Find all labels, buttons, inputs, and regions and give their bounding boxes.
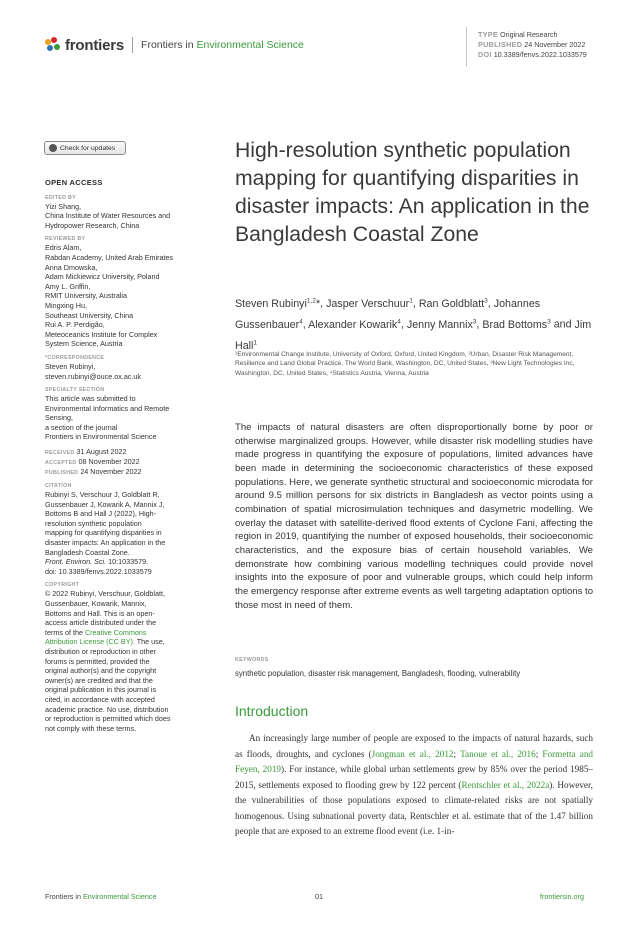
meta-divider — [466, 27, 467, 67]
section-heading-introduction: Introduction — [235, 703, 309, 719]
correspondence-label: *CORRESPONDENCE — [45, 354, 105, 361]
copyright: © 2022 Rubinyi, Verschuur, Goldblatt, Gussenbauer, Kowarik, Mannix, Bottoms and Hall. This is an open- access article distributed under the terms of the Creative Commons Attribution License (CC BY). The use, distribution or reproduction in other forums is permitted, provided the original author(s) and the copyright owner(s) are credited and that the original publication in this journal is cited, in accordance with accepted academic practice. No use, distribution or reproduction is permitted which does not comply with these terms. — [45, 589, 171, 733]
citation-doi[interactable]: doi: 10.3389/fenvs.2022.1033579 — [45, 566, 152, 576]
meta-doi: DOI 10.3389/fenvs.2022.1033579 — [478, 50, 587, 59]
journal-name[interactable]: Frontiers in Environmental Science — [141, 39, 304, 51]
cc-license-link-2[interactable]: Attribution License (CC BY). — [45, 637, 135, 647]
article-title: High-resolution synthetic population mapping for quantifying disparities in disaster impacts: An application in the Bangladesh Coastal Zone — [235, 139, 590, 246]
refresh-icon — [49, 144, 57, 152]
footer-site-link[interactable]: frontiersin.org — [540, 892, 584, 901]
frontiers-logo-icon — [45, 37, 61, 53]
footer-journal[interactable]: Frontiers in Environmental Science — [45, 892, 157, 901]
author[interactable]: Ran Goldblatt$^3$ — [418, 297, 488, 310]
correspondence-email[interactable]: steven.rubinyi@ouce.ox.ac.uk — [45, 371, 141, 381]
specialty-label: SPECIALTY SECTION — [45, 387, 105, 394]
author[interactable]: Steven Rubinyi$^{1,2}$* — [235, 297, 321, 310]
article-meta — [478, 30, 587, 60]
author-list: Steven Rubinyi$^{1,2}$*, Jasper Verschuur$^1$, Ran Goldblatt$^3$, Johannes Gussenbauer$^4$, Alexander Kowarik$^4$, Jenny Mannix$^3$, Brad Bottoms$^3$ and Jim Hall$^1$ — [235, 297, 592, 352]
article-dates: RECEIVED 31 August 2022 ACCEPTED 08 November 2022 PUBLISHED 24 November 2022 — [45, 447, 142, 477]
edited-by: Yizi Shang, China Institute of Water Resources and Hydropower Research, China — [45, 201, 171, 230]
copyright-label: COPYRIGHT — [45, 582, 80, 589]
affiliations: ¹Environmental Change Institute, University of Oxford, Oxford, United Kingdom, ²Urban, Disaster Risk Management, Resilience and Land Global Practice, The World Bank, Washington, DC, United States, ³New Light Technologies Inc, Washington, DC, United States, ⁴Statistics Austria, Vienna, Austria — [235, 351, 575, 377]
citation-link[interactable]: Tanoue et al., 2016 — [460, 748, 536, 759]
cc-license-link[interactable]: Creative Commons — [84, 627, 147, 637]
meta-type: TYPE Original Research — [478, 30, 558, 39]
brand-name[interactable]: frontiers — [65, 36, 125, 54]
author[interactable]: Brad Bottoms$^3$ — [482, 318, 551, 331]
citation-link[interactable]: Rentschler et al., 2022a — [461, 779, 550, 790]
author[interactable]: Jasper Verschuur$^1$ — [326, 297, 413, 310]
page-number: 01 — [315, 892, 323, 901]
open-access-label: OPEN ACCESS — [45, 178, 103, 187]
author[interactable]: Johannes Gussenbauer$^4$ — [235, 297, 541, 331]
author[interactable]: Jim Hall$^1$ — [235, 318, 592, 352]
reviewed-by-label: REVIEWED BY — [45, 236, 86, 243]
edited-by-label: EDITED BY — [45, 194, 76, 201]
author[interactable]: Alexander Kowarik$^4$ — [308, 318, 401, 331]
sidebar — [45, 178, 195, 733]
citation: Rubinyi S, Verschuur J, Goldblatt R, Gussenbauer J, Kowarik A, Mannix J, Bottoms B and Hall J (2022), High- resolution synthetic population mapping for quantifying disparities in disaster impacts: An application in the Bangladesh Coastal Zone. Front. Environ. Sci. 10:1033579. doi: 10.3389/fenvs.2022.1033579 — [45, 490, 195, 576]
specialty-section: This article was submitted to Environmental Informatics and Remote Sensing, a section of the journal Frontiers in Environmental Science — [45, 394, 170, 442]
meta-published: PUBLISHED 24 November 2022 — [478, 40, 586, 49]
keywords-label: KEYWORDS — [235, 657, 269, 663]
reviewed-by: Edris Alam, Rabdan Academy, United Arab Emirates Anna Dmowska, Adam Mickiewicz University, Poland Amy L. Griffin, RMIT University, Australia Mingxing Hu, Southeast University, China Rui A. P. Perdigão, Meteoceanics Institute for Complex System Science, Austria — [45, 243, 174, 349]
citation-link[interactable]: Formetta and Feyen, 2019 — [235, 748, 594, 774]
journal-header — [45, 36, 304, 54]
citation-label: CITATION — [45, 483, 72, 490]
correspondence: Steven Rubinyi, steven.rubinyi@ouce.ox.ac.uk — [45, 362, 195, 381]
check-updates-button[interactable]: Check for updates — [44, 141, 126, 155]
keywords: synthetic population, disaster risk management, Bangladesh, flooding, vulnerability — [235, 669, 521, 678]
introduction-text: An increasingly large number of people are exposed to the impacts of natural hazards, such as floods, droughts, and cyclones (Jongman et al., 2012; Tanoue et al., 2016; Formetta and Feyen, 2019). For instance, while global urban settlements grew by 85% over the period 1985–2015, settlements exposed to flooding grew by 122 percent (Rentschler et al., 2022a). However, the vulnerabilities of those populations exposed to climate-related risks are not spatially homogenous. Using subnational poverty data, Rentschler et al. estimate that of the 1.47 billion people that are exposed to an extreme flood event (i.e. 1-in- — [235, 733, 594, 836]
author[interactable]: Jenny Mannix$^3$ — [406, 318, 477, 331]
header-divider — [132, 37, 133, 53]
citation-link[interactable]: Jongman et al., 2012 — [371, 748, 454, 759]
abstract: The impacts of natural disasters are often disproportionally borne by poor or otherwise marginalized groups. However, while disaster risk modelling studies have made progress in quantifying the exposure of populations, limited advances have been made in determining the socioeconomic characteristics of these exposed populations. Here, we generate synthetic structural and socioeconomic microdata for around 9.5 million persons for six districts in Bangladesh as vector points using a combination of spatial microsimulation techniques and dasymetric modelling. We overlay the dataset with satellite-derived flood extents of Cyclone Fani, affecting the region in 2019, quantifying the number of exposed households, their socioeconomic characteristics, and the exposure bias of certain household variables. We demonstrate how combining various modelling techniques could provide novel insights into the exposure of poor and vulnerable groups, which could help inform the emergency response after extreme events as well targeting adaptation options to those most in need of them. — [235, 422, 593, 611]
